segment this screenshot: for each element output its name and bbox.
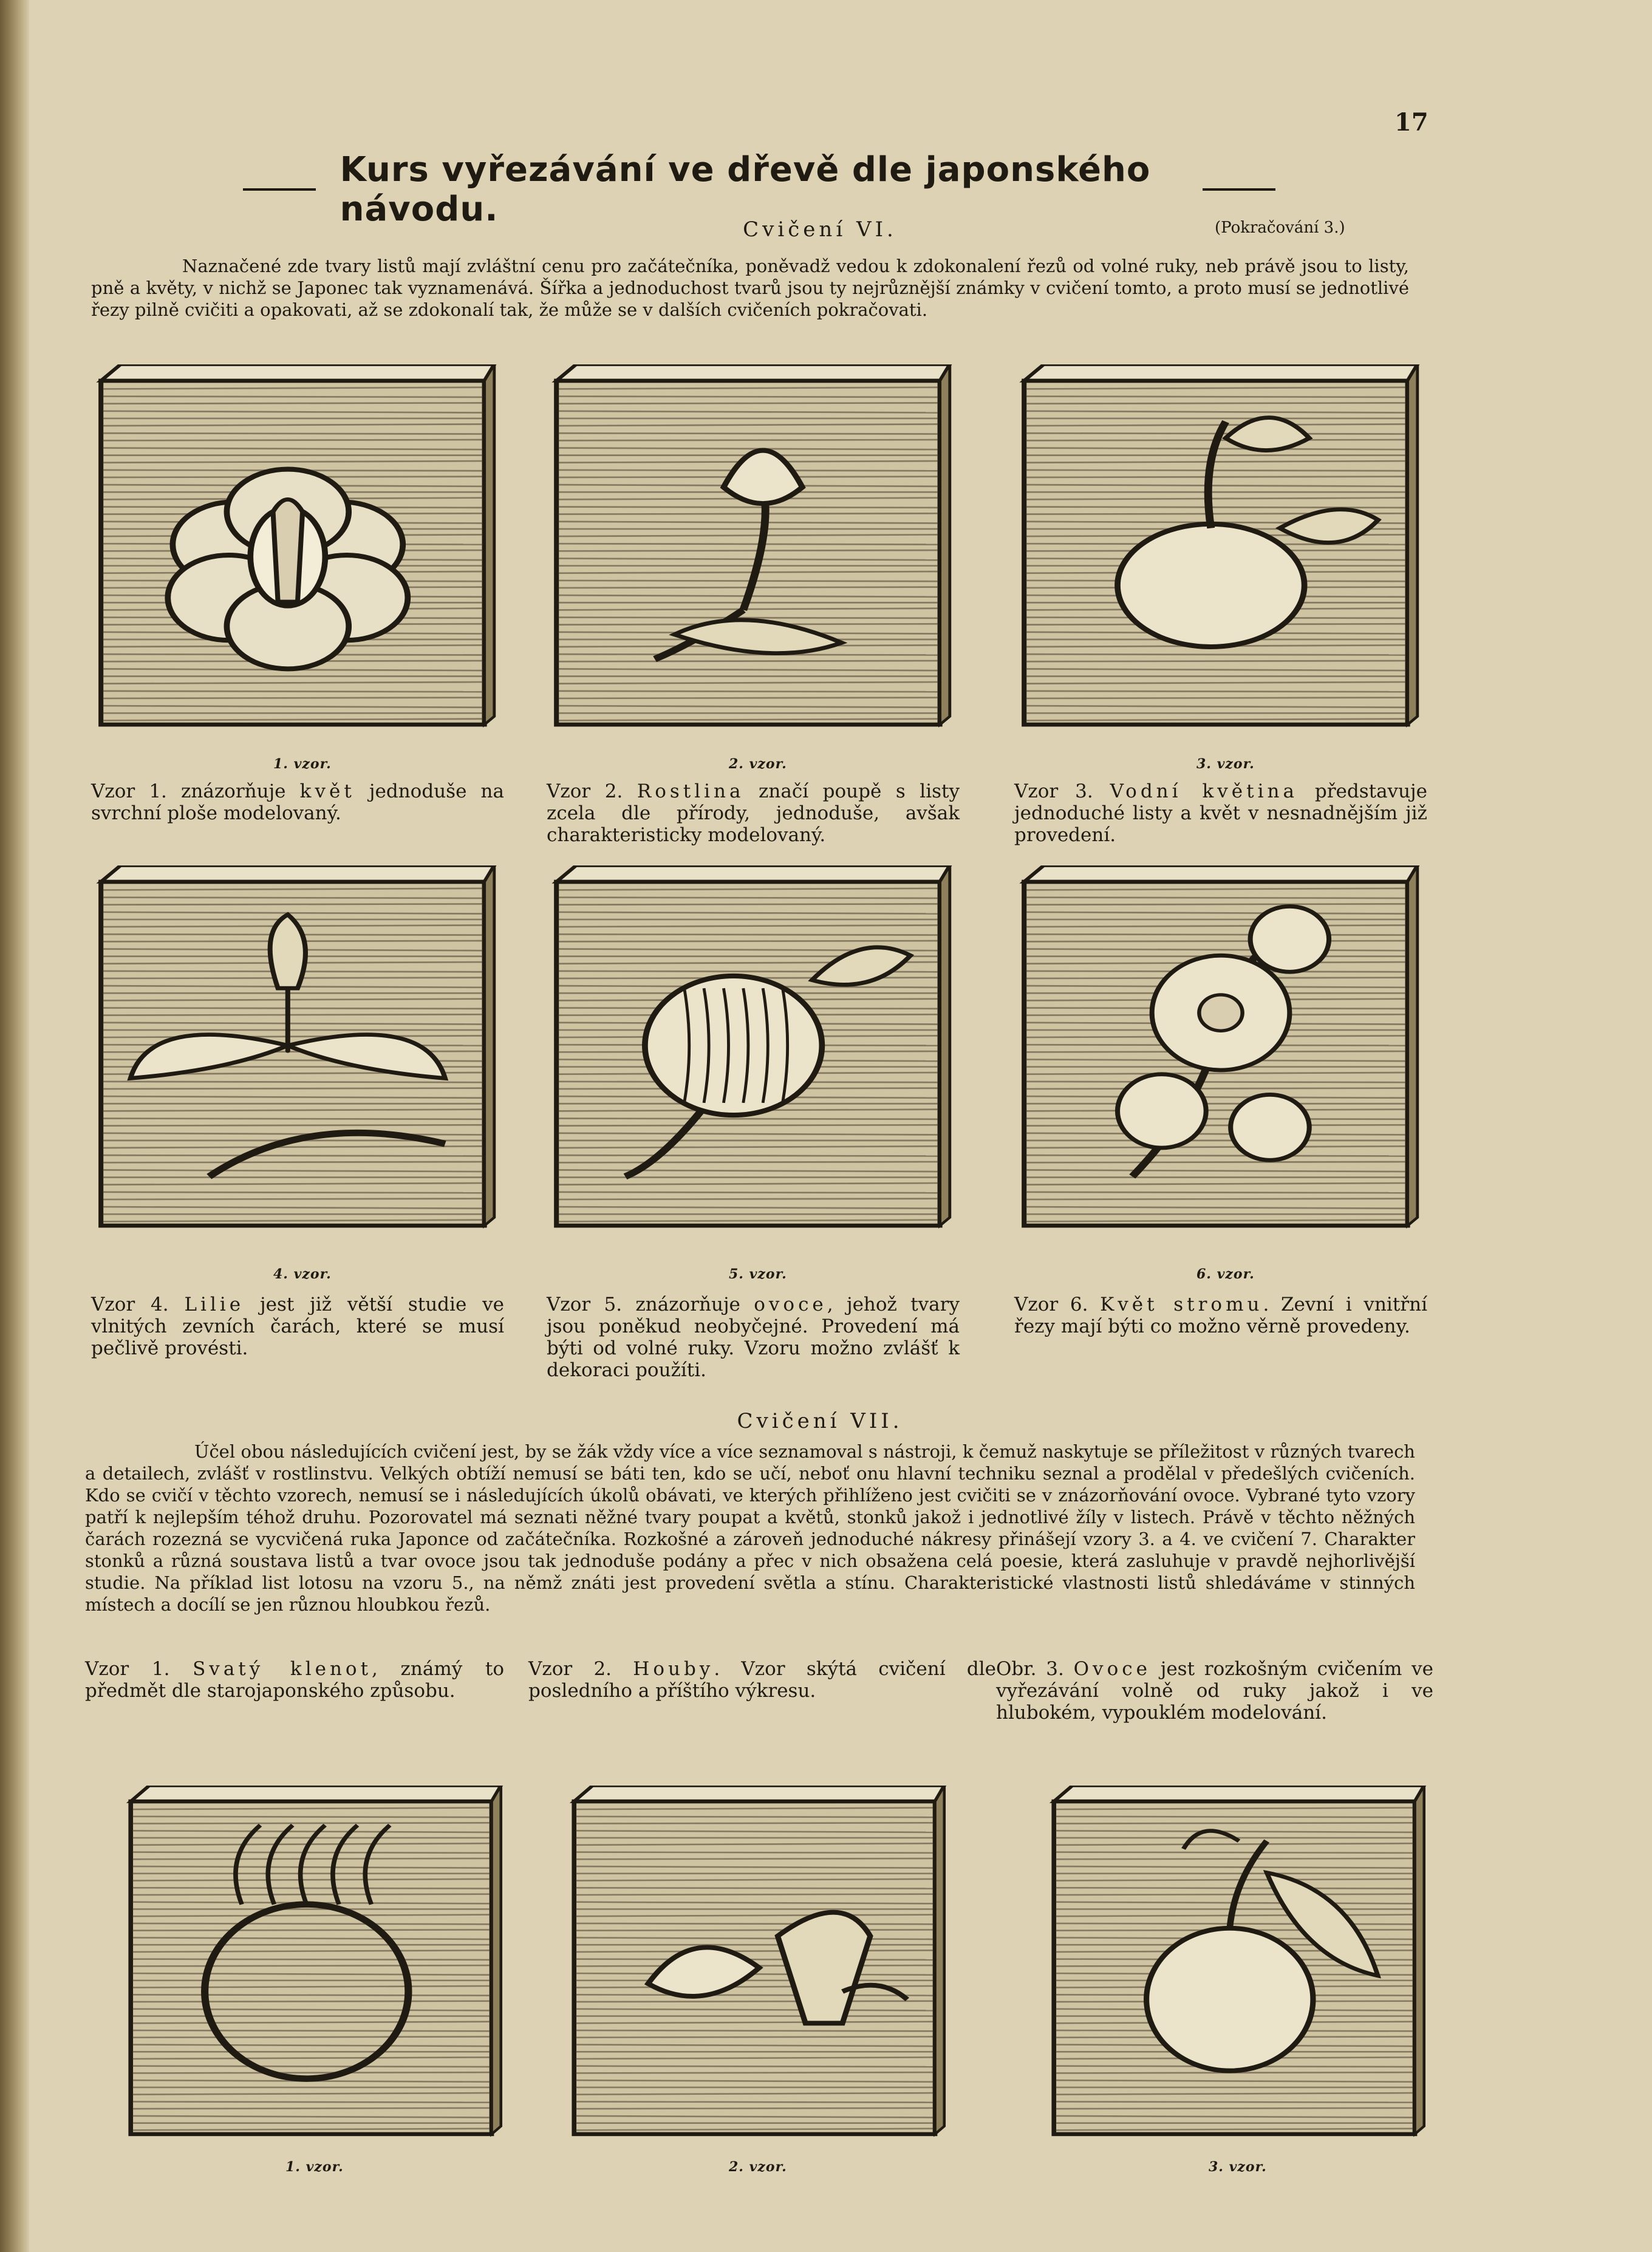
caption-6-6-start: Vzor 6. — [1014, 1294, 1101, 1315]
plate-6-3 — [1014, 364, 1427, 741]
caption-7-1-emphasis: Svatý klenot — [193, 1658, 372, 1680]
caption-6-5-start: Vzor 5. znázorňuje — [547, 1294, 754, 1315]
caption-6-3 — [1014, 780, 1427, 846]
plate-6-6 — [1014, 865, 1427, 1242]
caption-6-2 — [547, 780, 960, 846]
page-title: Kurs vyřezávání ve dřevě dle japonského návodu. — [340, 150, 1151, 229]
caption-6-5-end: , jehož tvary jsou poněkud neobyčejné. Provedení má býti od volné ruky. Vzoru možno zvlášť k dekoraci použíti. — [547, 1294, 960, 1381]
caption-7-2 — [528, 1658, 996, 1702]
plate-7-3-illustration — [1045, 1786, 1433, 2150]
title-rule-right — [1203, 188, 1275, 191]
plate-6-1-illustration — [91, 364, 504, 741]
plate-7-2-label: 2. vzor. — [729, 2159, 787, 2175]
page-number: 17 — [1394, 108, 1428, 137]
plate-7-1-label: 1. vzor. — [285, 2159, 344, 2175]
plate-6-2 — [547, 364, 960, 741]
page-binding-edge — [0, 0, 29, 2252]
plate-6-2-label: 2. vzor. — [729, 756, 787, 772]
plate-7-2-illustration — [565, 1786, 954, 2150]
plate-7-1-illustration — [121, 1786, 510, 2150]
plate-6-5-label: 5. vzor. — [729, 1266, 787, 1282]
caption-6-6-end: . Zevní i vnitřní řezy mají býti co možno věrně provedeny. — [1014, 1294, 1427, 1337]
caption-6-2-start: Vzor 2. — [547, 780, 637, 802]
caption-7-3-start: Obr. 3. — [996, 1658, 1074, 1680]
caption-6-6-emphasis: Květ stromu — [1100, 1294, 1263, 1315]
exercise-6-heading: Cvičení VI. — [743, 217, 897, 242]
caption-7-1-end: , známý to předmět dle starojaponského způsobu. — [85, 1658, 504, 1702]
caption-7-2-emphasis: Houby — [633, 1658, 714, 1680]
plate-7-3 — [1045, 1786, 1433, 2150]
caption-6-2-emphasis: Rostlina — [637, 780, 745, 802]
caption-6-5-emphasis: ovoce — [754, 1294, 827, 1315]
caption-6-3-end: představuje jednoduché listy a květ v nesnadnějším již provedení. — [1014, 780, 1427, 846]
caption-6-4-end: jest již větší studie ve vlnitých zevních čarách, které se musí pečlivě provésti. — [91, 1294, 504, 1359]
plate-6-3-label: 3. vzor. — [1196, 756, 1255, 772]
caption-6-5 — [547, 1294, 960, 1381]
plate-6-4-label: 4. vzor. — [273, 1266, 332, 1282]
plate-6-4-illustration — [91, 865, 504, 1242]
caption-6-6 — [1014, 1294, 1427, 1337]
caption-7-1 — [85, 1658, 504, 1702]
continuation-note: (Pokračování 3.) — [1215, 219, 1345, 237]
caption-6-4-start: Vzor 4. — [91, 1294, 185, 1315]
intro-paragraph: Naznačené zde tvary listů mají zvláštní cenu pro začátečníka, poněvadž vedou k zdokonalení řezů od volné ruky, neb právě jsou to listy, pně a květy, v nichž se Japonec tak vyznamenává. Šířka a jednoduchost tvarů jsou ty nejrůznější známky v cvičení tomto, a proto musí se jednotlivé řezy pilně cvičiti a opakovati, až se zdokonalí tak, že může se v dalších cvičeních pokračovati. — [91, 256, 1409, 320]
caption-6-4 — [91, 1294, 504, 1359]
caption-6-3-emphasis: Vodní květina — [1110, 780, 1298, 802]
plate-6-6-illustration — [1014, 865, 1427, 1242]
caption-6-1-end: jednoduše na svrchní ploše modelovaný. — [91, 780, 504, 824]
plate-6-2-illustration — [547, 364, 960, 741]
plate-6-1-label: 1. vzor. — [273, 756, 332, 772]
caption-6-4-emphasis: Lilie — [184, 1294, 245, 1315]
caption-6-1-emphasis: květ — [299, 780, 355, 802]
title-bar — [243, 150, 1275, 229]
caption-7-2-start: Vzor 2. — [528, 1658, 633, 1680]
plate-6-5 — [547, 865, 960, 1242]
plate-6-4 — [91, 865, 504, 1242]
plate-6-3-illustration — [1014, 364, 1427, 741]
caption-7-3-end: jest rozkošným cvičením ve vyřezávání volně od ruky jakož i ve hlubokém, vypouklém modelování. — [996, 1658, 1434, 1724]
plate-6-6-label: 6. vzor. — [1196, 1266, 1255, 1282]
caption-6-2-end: značí poupě s listy zcela dle přírody, jednoduše, avšak charakteristicky modelovaný. — [547, 780, 960, 846]
caption-7-3-emphasis: Ovoce — [1073, 1658, 1151, 1680]
plate-6-5-illustration — [547, 865, 960, 1242]
plate-6-1 — [91, 364, 504, 741]
exercise-7-heading: Cvičení VII. — [737, 1409, 903, 1433]
plate-7-2 — [565, 1786, 954, 2150]
plate-7-1 — [121, 1786, 510, 2150]
title-rule-left — [243, 188, 316, 191]
exercise-7-paragraph: Účel obou následujících cvičení jest, by se žák vždy více a více seznamoval s nástroji, k čemuž naskytuje se příležitost v různých tvarech a detailech, zvlášť v rostlinstvu. Velkých obtíží nemusí se báti ten, kdo se učí, neboť onu hlavní techniku seznal a prodělal v předešlých cvičeních. Kdo se cvičí v těchto vzorech, nemusí se i následujících úkolů obávati, ve kterých přihlíženo jest cvičiti se v znázorňování ovoce. Vybrané tyto vzory patří k nejlepším téhož druhu. Pozorovatel má seznati něžné tvary poupat a květů, stonků jakož i jednotlivé žíly v listech. Právě v těchto něžných čarách rozezná se vycvičená ruka Japonce od začátečníka. Rozkošné a zároveň jednoduché nákresy přinášejí vzory 3. a 4. ve cvičení 7. Charakter stonků a různá soustava listů a tvar ovoce jsou tak jednoduše podány a přec v nich obsažena celá poesie, která zasluhuje v pravdě nejhorlivější studie. Na příklad list lotosu na vzoru 5., na němž znáti jest provedení světla a stínu. Charakteristické vlastnosti listů shledáváme v stinných místech a docílí se jen různou hloubkou řezů. — [85, 1441, 1415, 1615]
caption-6-3-start: Vzor 3. — [1014, 780, 1110, 802]
caption-6-1 — [91, 780, 504, 824]
caption-6-1-start: Vzor 1. znázorňuje — [91, 780, 300, 802]
caption-7-1-start: Vzor 1. — [85, 1658, 193, 1680]
caption-7-2-end: . Vzor skýtá cvičení dle posledního a příštího výkresu. — [528, 1658, 996, 1702]
caption-7-3 — [996, 1658, 1433, 1724]
plate-7-3-label: 3. vzor. — [1209, 2159, 1267, 2175]
